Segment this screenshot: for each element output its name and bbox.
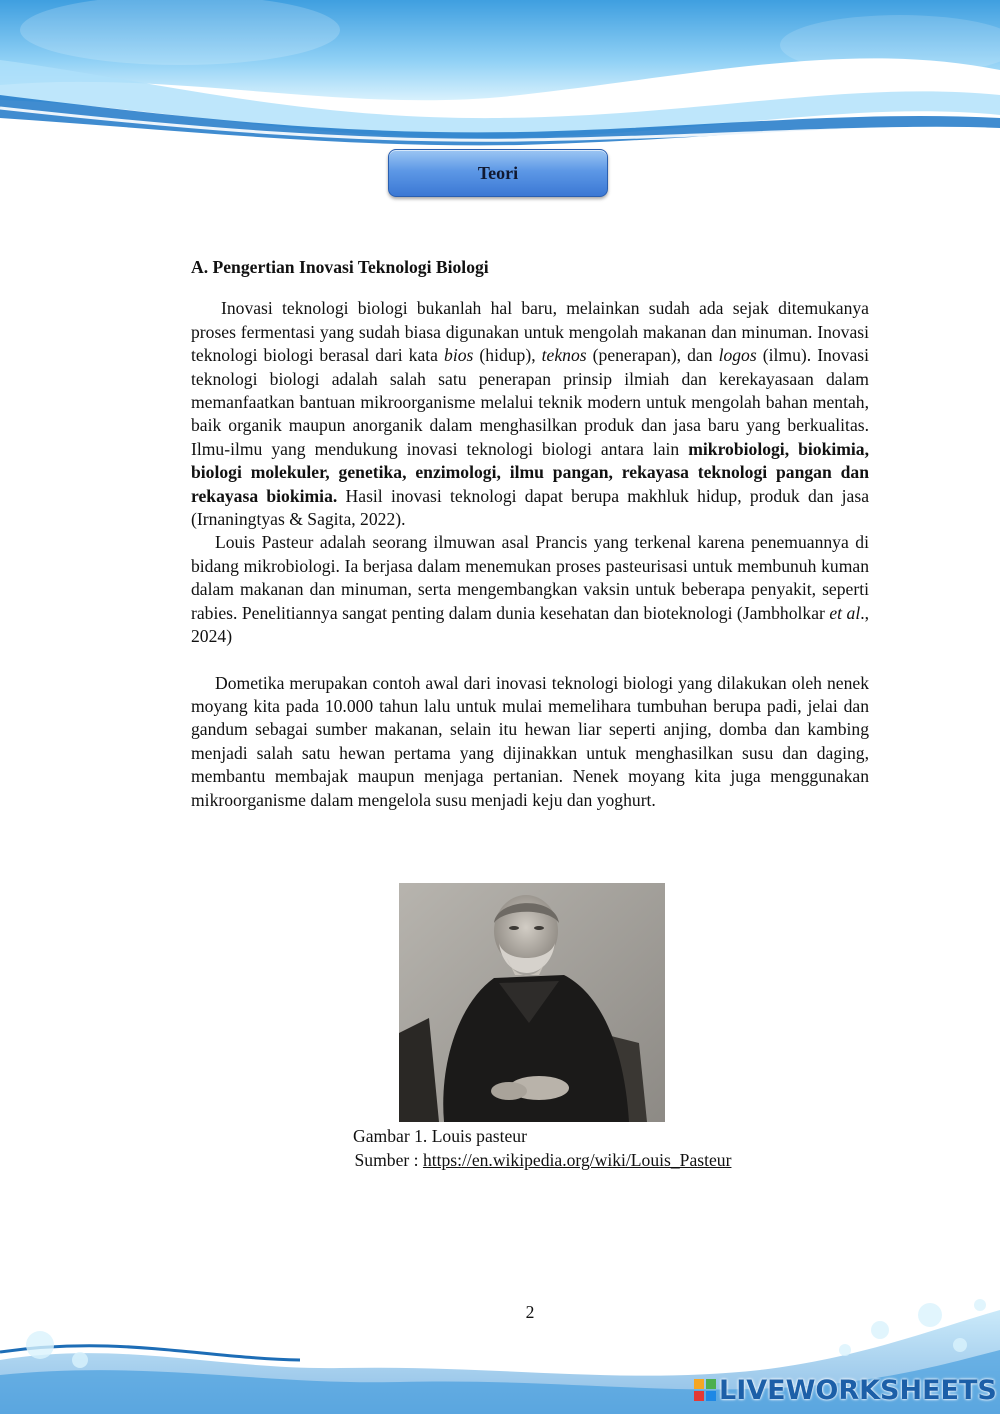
- figure-caption: Gambar 1. Louis pasteur: [353, 1126, 527, 1146]
- source-link[interactable]: https://en.wikipedia.org/wiki/Louis_Pasteur: [422, 1150, 732, 1170]
- teori-button[interactable]: Teori: [388, 149, 608, 197]
- louis-pasteur-portrait: [399, 883, 665, 1122]
- page-number: 2: [525, 1302, 535, 1322]
- figure-source: Sumber : https://en.wikipedia.org/wiki/Louis_Pasteur: [354, 1150, 732, 1170]
- main-content: [191, 256, 869, 812]
- section-heading: A. Pengertian Inovasi Teknologi Biologi: [191, 257, 489, 277]
- paragraph-intro: Inovasi teknologi biologi bukanlah hal baru, melainkan sudah ada sejak ditemukanya proses fermentasi yang sudah biasa digunakan untuk mengolah makanan dan minuman. Inovasi teknologi biologi berasal dari kata bios (hidup), teknos (penerapan), dan logos (ilmu). Inovasi teknologi biologi adalah salah satu penerapan prinsip ilmiah dan kerekayasaan dalam memanfaatkan bantuan mikroorganisme melalui teknik modern untuk mengolah bahan mentah, baik organik maupun anorganik dalam menghasilkan produk dan jasa baru yang berkualitas. Ilmu-ilmu yang mendukung inovasi teknologi biologi antara lain mikrobiologi, biokimia, biologi molekuler, genetika, enzimologi, ilmu pangan, rekayasa teknologi pangan dan rekayasa biokimia. Hasil inovasi teknologi dapat berupa makhluk hidup, produk dan jasa (Irnaningtyas & Sagita, 2022).: [191, 298, 870, 530]
- liveworksheets-logo-icon: [694, 1379, 716, 1401]
- liveworksheets-watermark: LIVEWORKSHEETS: [694, 1373, 997, 1407]
- header-wave-banner: [0, 0, 1000, 150]
- paragraph-domestikasi: Dometika merupakan contoh awal dari inovasi teknologi biologi yang dilakukan oleh nenek moyang kita pada 10.000 tahun lalu untuk mulai memelihara tumbuhan berupa padi, jelai dan gandum sebagai sumber makanan, selain itu hewan liar seperti anjing, domba dan kambing menjadi salah satu hewan pertama yang dijinakkan untuk menghasilkan susu dan daging, membantu membajak maupun menjaga pertanian. Nenek moyang kita juga menggunakan mikroorganisme dalam mengelola susu menjadi keju dan yoghurt.: [191, 672, 869, 810]
- paragraph-pasteur: Louis Pasteur adalah seorang ilmuwan asal Prancis yang terkenal karena penemuannya di bidang mikrobiologi. Ia berjasa dalam menemukan proses pasteurisasi untuk membunuh kuman dalam makanan dan minuman, serta mengembangkan vaksin untuk beberapa penyakit, seperti rabies. Penelitiannya sangat penting dalam dunia kesehatan dan bioteknologi (Jambholkar et al., 2024): [191, 532, 870, 647]
